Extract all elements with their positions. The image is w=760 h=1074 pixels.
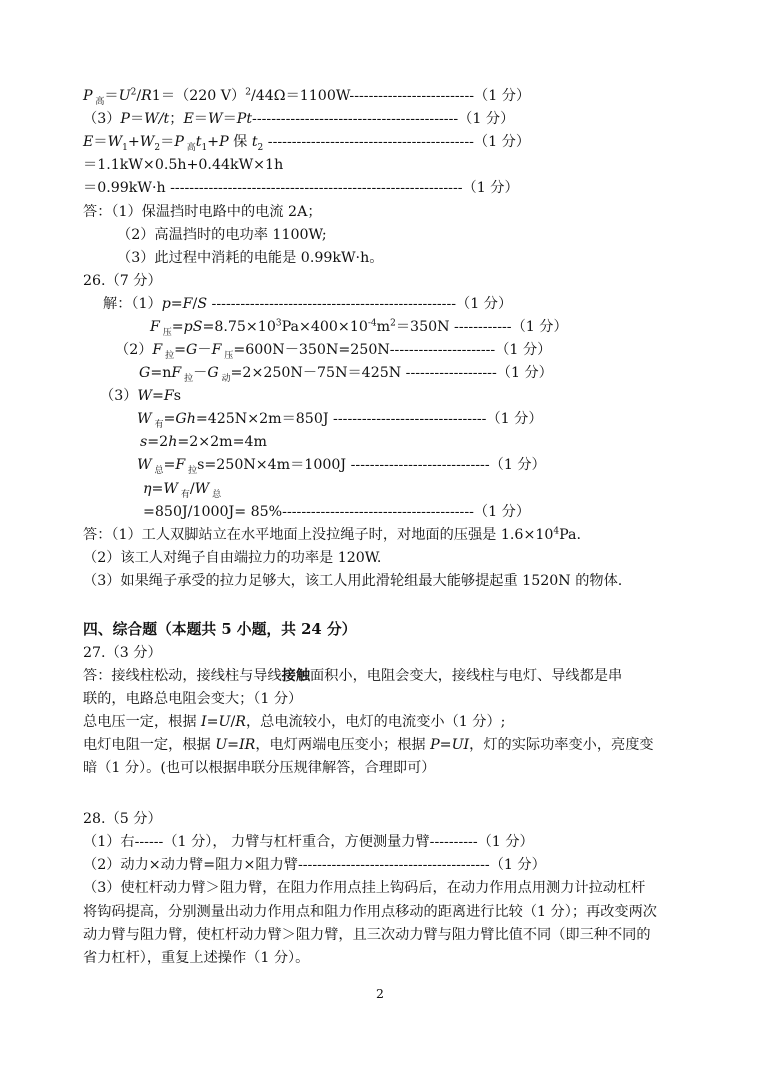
text-line: 26.（7 分） [83, 273, 162, 289]
text-line: 28.（5 分） [83, 811, 162, 827]
text-line: 电灯电阻一定，根据 U=IR，电灯两端电压变小；根据 P=UI，灯的实际功率变小，亮度变 [83, 737, 654, 753]
text-line: 省力杠杆），重复上述操作（1 分）。 [83, 950, 310, 966]
text-line: 解：（1）p=F/S ---------------------------------------------------（1 分） [103, 296, 513, 312]
text-line: 暗（1 分）。(也可以根据串联分压规律解答，合理即可） [83, 760, 436, 776]
text-line: 27.（3 分） [83, 645, 162, 661]
text-line: 四、综合题（本题共 5 小题，共 24 分） [83, 621, 357, 638]
text-line: W $_有$=Gh=425N×2m＝850J --------------------------------（1 分） [137, 411, 543, 430]
text-line: 动力臂与阻力臂，使杠杆动力臂＞阻力臂，且三次动力臂与阻力臂比值不同（即三种不同的 [83, 927, 651, 943]
text-line: 答：（1）工人双脚站立在水平地面上没拉绳子时，对地面的压强是 $1.6\times 10^4Pa$. [83, 526, 582, 543]
text-line: （2）该工人对绳子自由端拉力的功率是 120W. [83, 550, 382, 566]
text-line: （2）高温挡时的电功率 1100W; [117, 227, 327, 243]
text-line: G=nF $_拉$－G $_动$=2×250N－75N＝425N -------------------（1 分） [139, 365, 553, 384]
text-line: 联的，电路总电阻会变大；（1 分） [83, 691, 303, 707]
text-line: =850J/1000J= 85%----------------------------------------（1 分） [143, 504, 531, 520]
text-line: η=W $_有$/W $_总$ [143, 481, 222, 500]
text-line: F $_压=pS=8.75\times 10^3Pa\times 400\times 10^{-4}m^2=350N$ ------------（1 分） [150, 318, 568, 338]
page-number: 2 [376, 986, 384, 1001]
text-line: （2）动力×动力臂=阻力×阻力臂----------------------------------------（1 分） [83, 857, 546, 873]
text-line: ＝0.99kW·h -------------------------------------------------------------（1 分） [83, 180, 519, 196]
text-line: ＝1.1kW×0.5h+0.44kW×1h [83, 157, 284, 173]
text-line: P $_高=U^2/R1=(220$ V）$^2$/44Ω＝1100W--------------------------（1 分） [83, 87, 531, 107]
text-line: （3）P＝W/t；E＝W＝Pt-------------------------------------------（1 分） [83, 111, 515, 127]
text-line: s=2h=2×2m=4m [140, 434, 267, 450]
text-line: （2）F $_拉$=G－F $_压$=600N－350N=250N----------------------（1 分） [115, 342, 552, 361]
text-line: 答：接线柱松动，接线柱与导线接触面积小，电阻会变大，接线柱与电灯、导线都是串 [83, 668, 623, 684]
text-line: W $_总$=F $_拉$s=250N×4m＝1000J -----------------------------（1 分） [137, 457, 546, 476]
text-line: （3）W=Fs [100, 388, 182, 404]
text-line: （3）使杠杆动力臂＞阻力臂，在阻力作用点挂上钩码后，在动力作用点用测力计拉动杠杆 [83, 880, 646, 896]
text-line: （3）此过程中消耗的电能是 0.99kW·h。 [117, 250, 384, 266]
text-line: 答：（1）保温挡时电路中的电流 2A； [83, 204, 322, 220]
text-line: 总电压一定，根据 I=U/R，总电流较小，电灯的电流变小（1 分）; [83, 714, 506, 730]
text-line: $E=W_1+W_2=P$ $_高t_1+P$ 保 $t_2$ -------------------------------------------（1 分） [83, 134, 531, 153]
text-line: （1）右------（1 分）， 力臂与杠杆重合，方便测量力臂----------（1 分） [83, 834, 534, 850]
text-line: （3）如果绳子承受的拉力足够大，该工人用此滑轮组最大能够提起重 1520N 的物体. [83, 573, 623, 589]
text-line: 将钩码提高，分别测量出动力作用点和阻力作用点移动的距离进行比较（1 分）；再改变两次 [83, 904, 657, 920]
